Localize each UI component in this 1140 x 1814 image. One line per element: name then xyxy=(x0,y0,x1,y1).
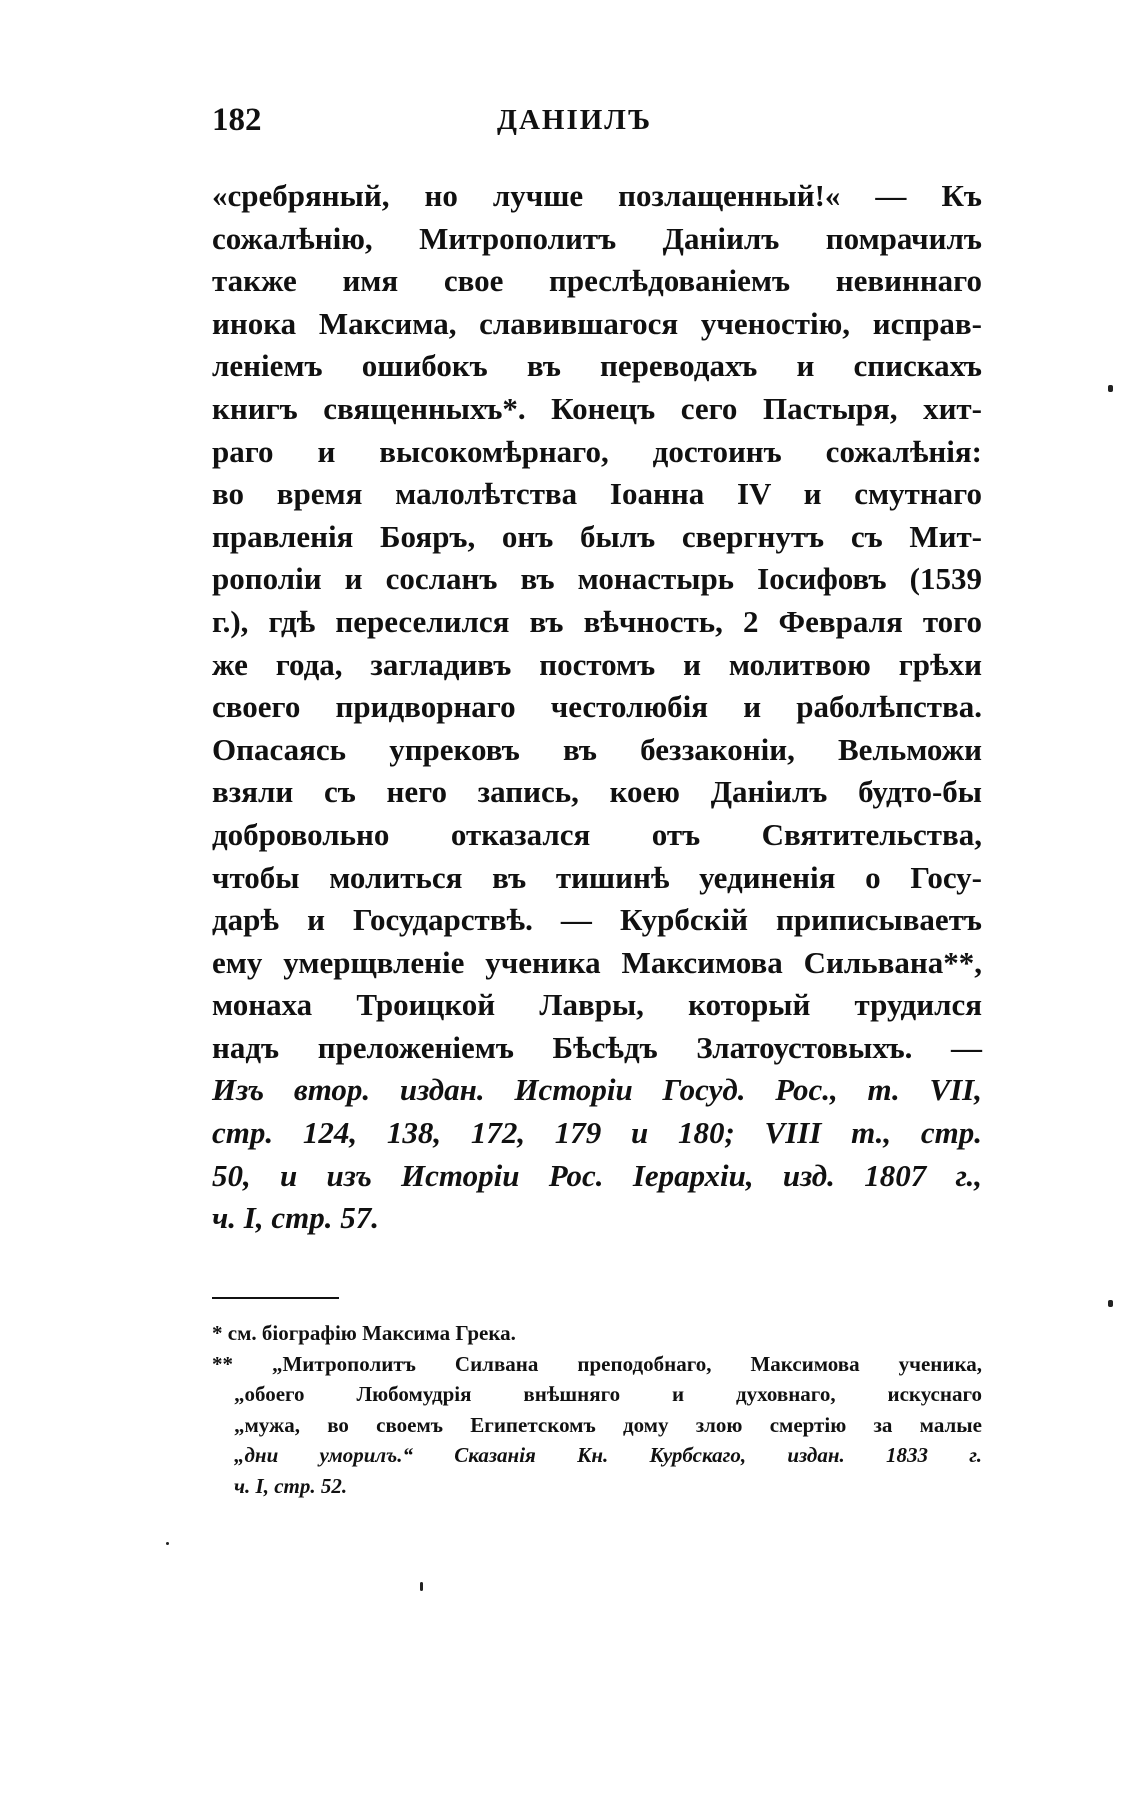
text-line: добровольно отказался отъ Святительства, xyxy=(212,816,982,852)
text-line: инока Максима, славившагося ученостію, исправ- xyxy=(212,305,982,341)
running-head: ДАНІИЛЪ xyxy=(497,104,653,136)
body-text xyxy=(212,175,982,1240)
text-line: «сребряный, но лучше позлащенный!« — Къ xyxy=(212,178,982,213)
text-line: же года, загладивъ постомъ и молитвою грѣхи xyxy=(212,646,982,682)
source-citation-line: Изъ втор. издан. Исторіи Госуд. Рос., т. VII, xyxy=(212,1072,982,1108)
scan-speck xyxy=(166,1542,169,1545)
footnote-2-line: ч. I, стр. 52. xyxy=(234,1473,348,1498)
text-line: г.), гдѣ переселился въ вѣчность, 2 Февраля того xyxy=(212,603,982,639)
text-line: раго и высокомѣрнаго, достоинъ сожалѣнія: xyxy=(212,433,982,469)
text-line: также имя свое преслѣдованіемъ невиннаго xyxy=(212,263,982,299)
page-header xyxy=(212,102,977,152)
text-line: Опасаясь упрековъ въ беззаконіи, Вельможи xyxy=(212,731,982,767)
text-line: монаха Троицкой Лавры, который трудился xyxy=(212,987,982,1023)
text-line: сожалѣнію, Митрополитъ Даніилъ помрачилъ xyxy=(212,220,982,256)
text-line: во время малолѣтства Іоанна IV и смутнаго xyxy=(212,476,982,512)
source-citation-line: стр. 124, 138, 172, 179 и 180; VIII т., стр. xyxy=(212,1115,982,1151)
footnote-2-line: ** „Митрополитъ Силвана преподобнаго, Максимова ученика, xyxy=(212,1351,982,1376)
text-line: правленія Бояръ, онъ былъ свергнутъ съ Мит- xyxy=(212,518,982,554)
text-line: чтобы молиться въ тишинѣ уединенія о Госу- xyxy=(212,859,982,895)
footnote-2-line: „мужа, во своемъ Египетскомъ дому злою смертію за малые xyxy=(234,1412,982,1437)
scan-speck xyxy=(1108,385,1113,392)
footnote-2-line: „обоего Любомудрія внѣшняго и духовнаго, искуснаго xyxy=(234,1382,982,1406)
text-line: леніемъ ошибокъ въ переводахъ и спискахъ xyxy=(212,348,982,384)
footnote-2-line: „дни уморилъ.“ Сказанія Кн. Курбскаго, издан. 1833 г. xyxy=(234,1443,982,1467)
page-number: 182 xyxy=(212,102,262,138)
footnote-1: * см. біографію Максима Грека. xyxy=(212,1321,516,1345)
text-line: ему умерщвленіе ученика Максимова Сильвана**, xyxy=(212,944,982,980)
text-line: дарѣ и Государствѣ. — Курбскій приписываетъ xyxy=(212,902,982,938)
text-line: своего придворнаго честолюбія и раболѣпства. xyxy=(212,689,982,725)
text-line: надъ преложеніемъ Бѣсѣдъ Златоустовыхъ. — xyxy=(212,1029,982,1065)
scan-speck xyxy=(420,1582,423,1591)
scan-speck xyxy=(1108,1300,1113,1307)
text-line: рополіи и сосланъ въ монастырь Іосифовъ (1539 xyxy=(212,561,982,597)
source-citation-line: 50, и изъ Исторіи Рос. Іерархіи, изд. 1807 г., xyxy=(212,1157,982,1193)
footnotes xyxy=(212,1318,982,1501)
source-citation-line: ч. I, стр. 57. xyxy=(212,1200,379,1236)
text-line: взяли съ него запись, коею Даніилъ будто-бы xyxy=(212,774,982,810)
footnote-divider xyxy=(212,1297,339,1299)
text-line: книгъ священныхъ*. Конецъ сего Пастыря, хит- xyxy=(212,390,982,426)
